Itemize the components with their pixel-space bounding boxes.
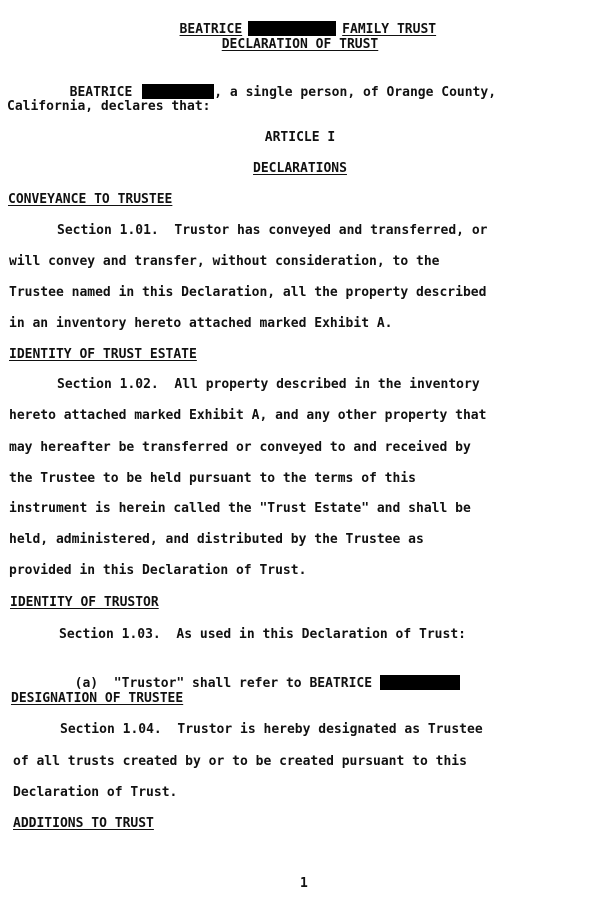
document-title <box>0 5 600 38</box>
section-text-line: instrument is herein called the "Trust Estate" and shall be <box>9 501 471 516</box>
section-heading: IDENTITY OF TRUST ESTATE <box>9 347 197 362</box>
section-heading: CONVEYANCE TO TRUSTEE <box>8 192 173 207</box>
section-text-line: of all trusts created by or to be created pursuant to this <box>13 754 467 769</box>
section-text-line: provided in this Declaration of Trust. <box>9 563 307 578</box>
section-text-line: Section 1.02. All property described in the inventory <box>57 377 480 392</box>
section-text-line: Section 1.01. Trustor has conveyed and transferred, or <box>57 223 488 238</box>
section-heading: IDENTITY OF TRUSTOR <box>10 595 159 610</box>
section-heading: ADDITIONS TO TRUST <box>13 816 154 831</box>
redaction-bar <box>380 675 460 690</box>
section-text-line: may hereafter be transferred or conveyed to and received by <box>9 440 471 455</box>
section-text-line: Section 1.04. Trustor is hereby designated as Trustee <box>60 722 483 737</box>
title-right: FAMILY TRUST <box>342 22 437 37</box>
intro-line-1 <box>54 68 496 101</box>
section-text-line: Declaration of Trust. <box>13 785 178 800</box>
section-text-line: hereto attached marked Exhibit A, and any other property that <box>9 408 487 423</box>
redaction-bar <box>142 84 214 99</box>
section-text-line: Trustee named in this Declaration, all the property described <box>9 285 487 300</box>
page-number: 1 <box>300 876 308 891</box>
section-text-line: Section 1.03. As used in this Declaration of Trust: <box>59 627 466 642</box>
article-number: ARTICLE I <box>264 130 336 145</box>
section-text-line: the Trustee to be held pursuant to the terms of this <box>9 471 416 486</box>
section-text-line <box>59 659 460 692</box>
intro-rest: , a single person, of Orange County, <box>214 85 497 100</box>
title-left: BEATRICE <box>179 22 243 37</box>
intro-line-2: California, declares that: <box>7 99 211 114</box>
document-subtitle: DECLARATION OF TRUST <box>221 37 379 52</box>
section-text-line: in an inventory hereto attached marked Exhibit A. <box>9 316 393 331</box>
section-text-line: held, administered, and distributed by the Trustee as <box>9 532 424 547</box>
article-title: DECLARATIONS <box>253 161 347 176</box>
intro-name: BEATRICE <box>69 85 133 100</box>
trustor-definition: (a) "Trustor" shall refer to BEATRICE <box>74 676 373 691</box>
section-heading: DESIGNATION OF TRUSTEE <box>11 691 184 706</box>
section-text-line: will convey and transfer, without consideration, to the <box>9 254 440 269</box>
redaction-bar <box>248 21 336 36</box>
